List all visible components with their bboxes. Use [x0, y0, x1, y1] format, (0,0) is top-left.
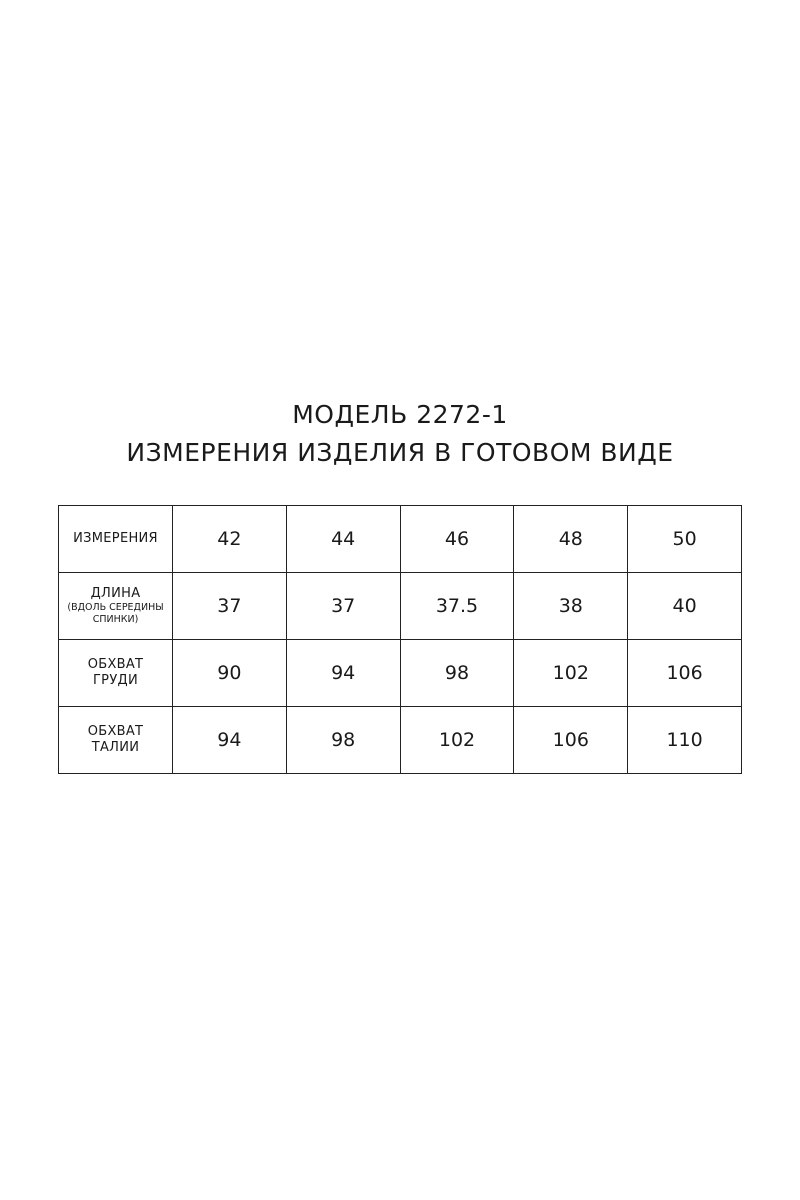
size-cell: 42: [173, 506, 287, 573]
value-cell: 102: [400, 707, 514, 774]
measurements-table-wrap: [58, 505, 742, 773]
value-cell: 98: [400, 640, 514, 707]
length-label: ДЛИНА: [90, 586, 141, 601]
length-label-cell: [59, 573, 173, 640]
waist-label-line1: ОБХВАТ: [87, 724, 144, 739]
value-cell: 102: [514, 640, 628, 707]
value-cell: 94: [173, 707, 287, 774]
length-label-note: (ВДОЛЬ СЕРЕДИНЫ СПИНКИ): [67, 602, 164, 625]
value-cell: 94: [286, 640, 400, 707]
size-cell: 48: [514, 506, 628, 573]
value-cell: 37: [173, 573, 287, 640]
measurements-table: [58, 505, 742, 774]
chart-subtitle: ИЗМЕРЕНИЯ ИЗДЕЛИЯ В ГОТОВОМ ВИДЕ: [126, 438, 674, 467]
table-row-chest: [59, 640, 742, 707]
table-row-length: [59, 573, 742, 640]
header-label-cell: [59, 506, 173, 573]
chest-label-line1: ОБХВАТ: [87, 657, 144, 672]
value-cell: 40: [628, 573, 742, 640]
waist-label-line2: ТАЛИИ: [91, 740, 140, 755]
value-cell: 90: [173, 640, 287, 707]
value-cell: 106: [628, 640, 742, 707]
model-title: МОДЕЛЬ 2272-1: [292, 400, 508, 429]
chest-label-cell: [59, 640, 173, 707]
waist-label-cell: [59, 707, 173, 774]
header-label: ИЗМЕРЕНИЯ: [73, 531, 158, 546]
value-cell: 110: [628, 707, 742, 774]
value-cell: 38: [514, 573, 628, 640]
value-cell: 37.5: [400, 573, 514, 640]
size-cell: 44: [286, 506, 400, 573]
title-block: [0, 396, 800, 472]
value-cell: 106: [514, 707, 628, 774]
size-cell: 46: [400, 506, 514, 573]
table-row-sizes: [59, 506, 742, 573]
value-cell: 37: [286, 573, 400, 640]
chest-label-line2: ГРУДИ: [92, 673, 139, 688]
table-row-waist: [59, 707, 742, 774]
size-cell: 50: [628, 506, 742, 573]
value-cell: 98: [286, 707, 400, 774]
